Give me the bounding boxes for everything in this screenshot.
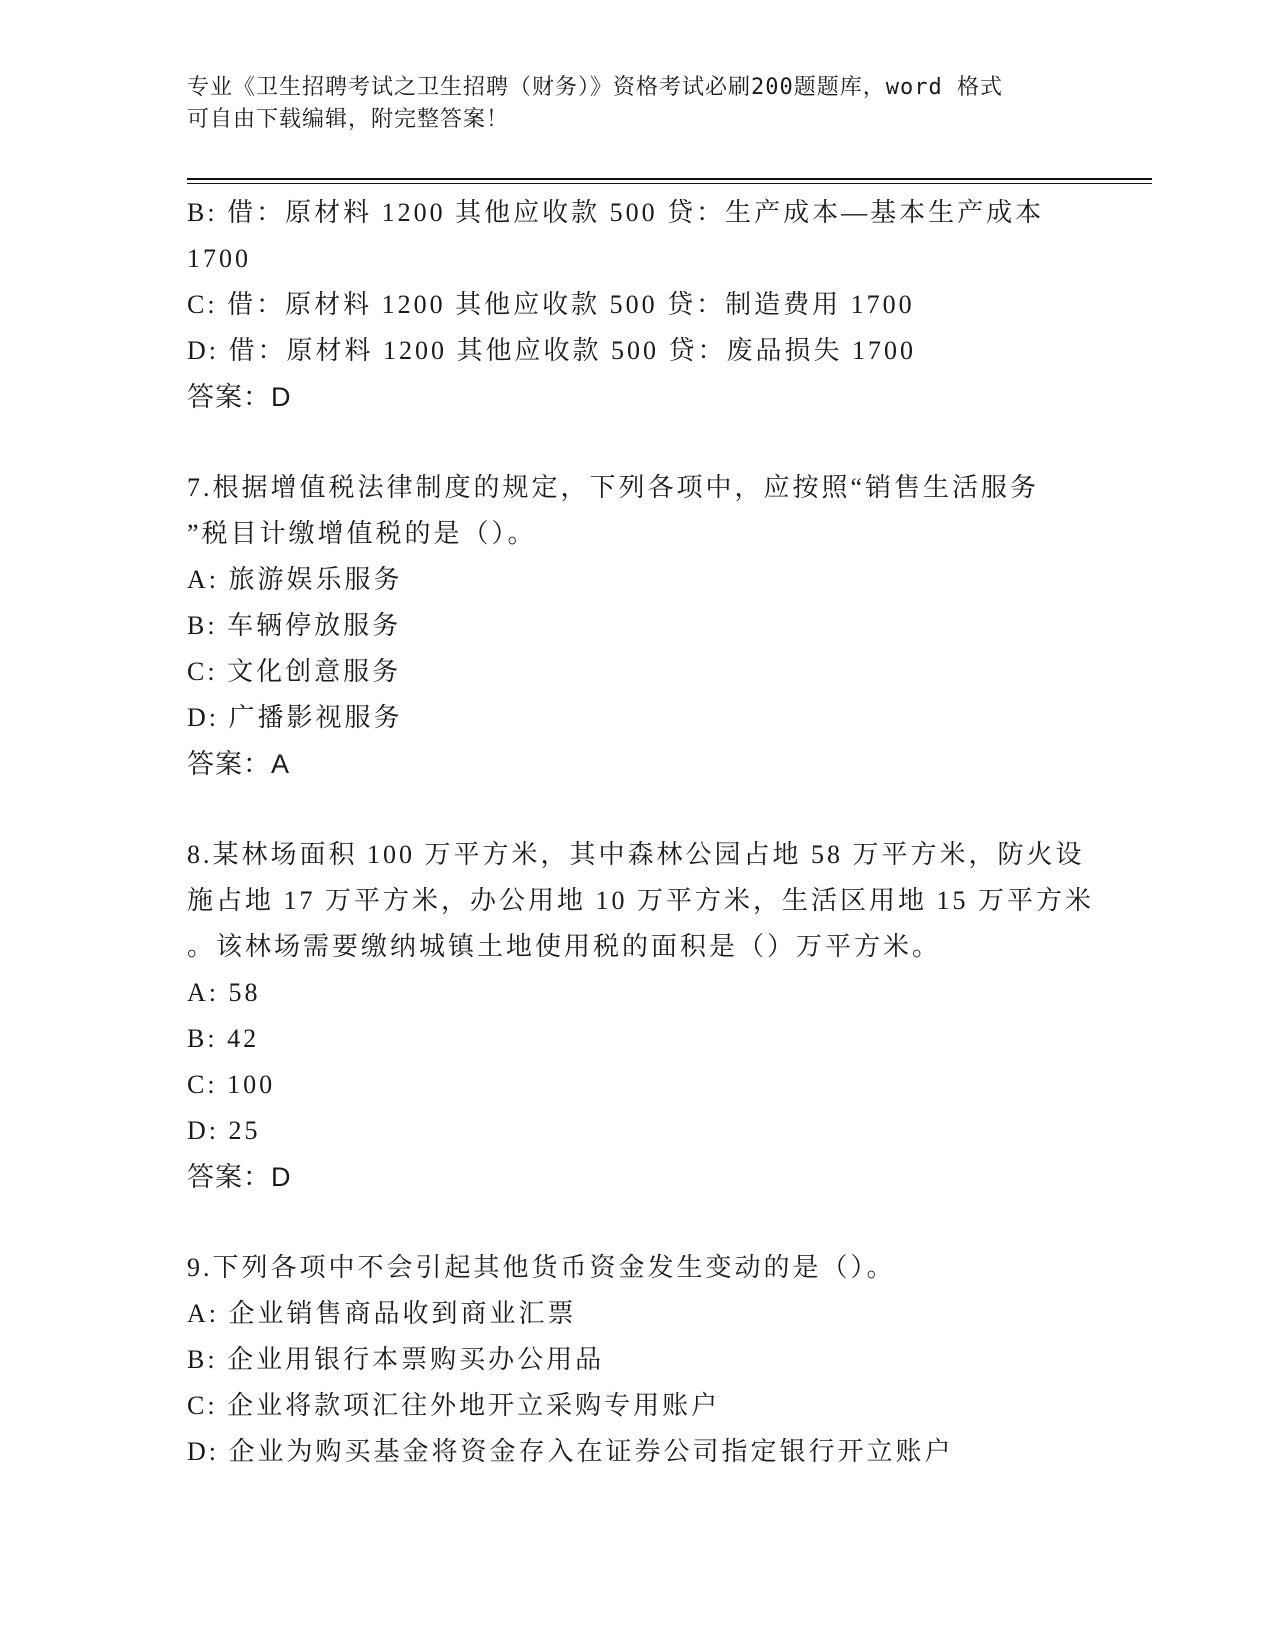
document-header <box>187 72 1087 136</box>
header-line-2: 可自由下载编辑，附完整答案！ <box>187 107 510 132</box>
question-stem-continuation: 。该林场需要缴纳城镇土地使用税的面积是（）万平方米。 <box>187 932 942 961</box>
option-c: C: 100 <box>187 1070 276 1099</box>
option-b-continuation: 1700 <box>187 244 251 273</box>
question-stem: 9.下列各项中不会引起其他货币资金发生变动的是（）。 <box>187 1253 896 1282</box>
question-stem: 8.某林场面积 100 万平方米，其中森林公园占地 58 万平方米，防火设 <box>187 840 1085 869</box>
question-7 <box>187 465 1087 787</box>
option-d: D: 广播影视服务 <box>187 703 403 732</box>
answer: 答案：D <box>187 382 292 412</box>
option-b: B: 企业用银行本票购买办公用品 <box>187 1345 605 1374</box>
option-c: C: 企业将款项汇往外地开立采购专用账户 <box>187 1391 721 1420</box>
option-d: D: 25 <box>187 1116 261 1145</box>
option-a: A: 企业销售商品收到商业汇票 <box>187 1299 577 1328</box>
answer: 答案：A <box>187 749 291 779</box>
option-b: B: 42 <box>187 1024 260 1053</box>
option-c: C: 借：原材料 1200 其他应收款 500 贷：制造费用 1700 <box>187 290 915 319</box>
option-b: B: 借：原材料 1200 其他应收款 500 贷：生产成本—基本生产成本 <box>187 198 1045 227</box>
header-line-1: 专业《卫生招聘考试之卫生招聘（财务）》资格考试必刷200题题库，word 格式 <box>187 75 1003 100</box>
option-c: C: 文化创意服务 <box>187 657 402 686</box>
question-stem-continuation: ”税目计缴增值税的是（）。 <box>187 519 537 548</box>
question-6 <box>187 190 1087 420</box>
question-9 <box>187 1245 1087 1475</box>
question-stem: 7.根据增值税法律制度的规定，下列各项中，应按照“销售生活服务 <box>187 473 1040 502</box>
answer: 答案：D <box>187 1162 292 1192</box>
option-d: D: 企业为购买基金将资金存入在证券公司指定银行开立账户 <box>187 1437 954 1466</box>
option-b: B: 车辆停放服务 <box>187 611 402 640</box>
question-stem-continuation: 施占地 17 万平方米，办公用地 10 万平方米，生活区用地 15 万平方米 <box>187 886 1095 915</box>
option-d: D: 借：原材料 1200 其他应收款 500 贷：废品损失 1700 <box>187 336 917 365</box>
question-8 <box>187 832 1095 1200</box>
option-a: A: 58 <box>187 978 261 1007</box>
question-content <box>187 190 1095 1475</box>
header-divider-thick <box>187 178 1152 180</box>
option-a: A: 旅游娱乐服务 <box>187 565 403 594</box>
header-divider-thin <box>187 183 1152 184</box>
